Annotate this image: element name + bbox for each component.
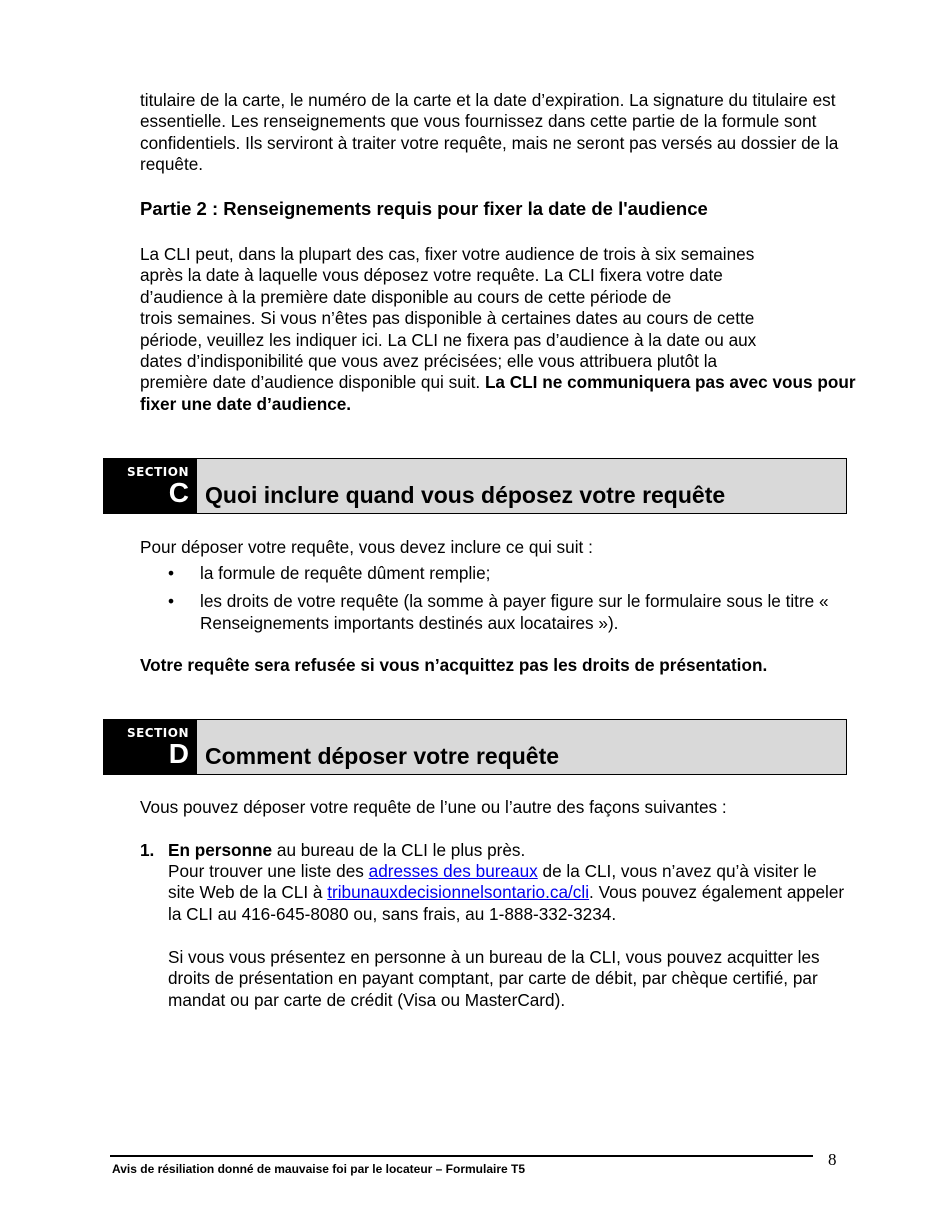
partie2-line: trois semaines. Si vous n’êtes pas disponible à certaines dates au cours de cette — [140, 308, 755, 329]
section-d-word: SECTION — [126, 726, 189, 740]
partie2-paragraph — [140, 244, 860, 415]
partie2-line: période, veuillez les indiquer ici. La CLI ne fixera pas d’audience à la date ou aux — [140, 329, 757, 350]
item1-text-b: de la CLI, vous n’avez qu’à visiter le site Web de la CLI à — [168, 861, 817, 903]
item1-text-c: . Vous pouvez également appeler la CLI au 416-645-8080 ou, sans frais, au 1-888-332-3234. — [168, 882, 845, 924]
section-c-title: Quoi inclure quand vous déposez votre requête — [205, 482, 726, 508]
section-c-warning: Votre requête sera refusée si vous n’acquittez pas les droits de présentation. — [140, 655, 768, 675]
page-number: 8 — [828, 1150, 837, 1169]
footer-form-title: Avis de résiliation donné de mauvaise foi par le locateur – Formulaire T5 — [112, 1162, 526, 1176]
partie2-last-bold: La CLI ne communiquera pas avec vous pour fixer une date d’audience. — [140, 372, 856, 414]
item1-payment-paragraph: Si vous vous présentez en personne à un bureau de la CLI, vous pouvez acquitter les droits de présentation en payant comptant, par carte de débit, par chèque certifié, par mandat ou par carte de crédit (Visa ou MasterCard). — [168, 947, 820, 1010]
list-item — [140, 591, 840, 634]
section-c-intro: Pour déposer votre requête, vous devez inclure ce qui suit : — [140, 537, 593, 557]
item1-details — [168, 861, 848, 925]
section-c-tag — [104, 459, 197, 513]
item1-lead — [168, 840, 848, 861]
item-number: 1. — [140, 840, 155, 860]
partie2-line: dates d’indisponibilité que vous avez précisées; elle vous attribuera plutôt la — [140, 351, 718, 372]
section-d-intro: Vous pouvez déposer votre requête de l’une ou l’autre des façons suivantes : — [140, 797, 727, 817]
item1-text-a: Pour trouver une liste des — [168, 861, 369, 881]
footer-divider — [110, 1155, 813, 1157]
section-c-bullet-list — [140, 563, 840, 641]
partie2-heading: Partie 2 : Renseignements requis pour fixer la date de l'audience — [140, 198, 708, 219]
list-item — [140, 563, 840, 584]
item1-lead-rest: au bureau de la CLI le plus près. — [272, 840, 526, 860]
intro-paragraph: titulaire de la carte, le numéro de la carte et la date d’expiration. La signature du titulaire est essentielle. Les renseignements que vous fournissez dans cette partie de la formule sont confidentiels. Ils serviront à traiter votre requête, mais ne seront pas versés au dossier de la requête. — [140, 90, 839, 175]
bullet-icon: • — [168, 591, 175, 612]
bullet-text: la formule de requête dûment remplie; — [200, 563, 491, 583]
section-c-letter: C — [168, 477, 189, 508]
section-c-word: SECTION — [126, 465, 189, 479]
section-d-letter: D — [168, 738, 189, 769]
section-c-header — [103, 458, 847, 514]
partie2-line: après la date à laquelle vous déposez votre requête. La CLI fixera votre date — [140, 265, 723, 286]
office-addresses-link[interactable]: adresses des bureaux — [368, 861, 538, 881]
section-d-header — [103, 719, 847, 775]
section-d-title: Comment déposer votre requête — [205, 743, 560, 769]
item1-lead-bold: En personne — [168, 840, 273, 860]
partie2-line: d’audience à la première date disponible au cours de cette période de — [140, 286, 672, 307]
tribunal-website-link[interactable]: tribunauxdecisionnelsontario.ca/cli — [327, 882, 590, 903]
section-d-tag — [104, 720, 197, 774]
bullet-icon: • — [168, 563, 175, 583]
bullet-text: les droits de votre requête (la somme à payer figure sur le formulaire sous le titre « Renseignements importants destinés aux locataires »). — [200, 591, 829, 633]
partie2-last-plain: première date d’audience disponible qui suit. — [140, 372, 485, 393]
partie2-line: La CLI peut, dans la plupart des cas, fixer votre audience de trois à six semaines — [140, 244, 755, 264]
